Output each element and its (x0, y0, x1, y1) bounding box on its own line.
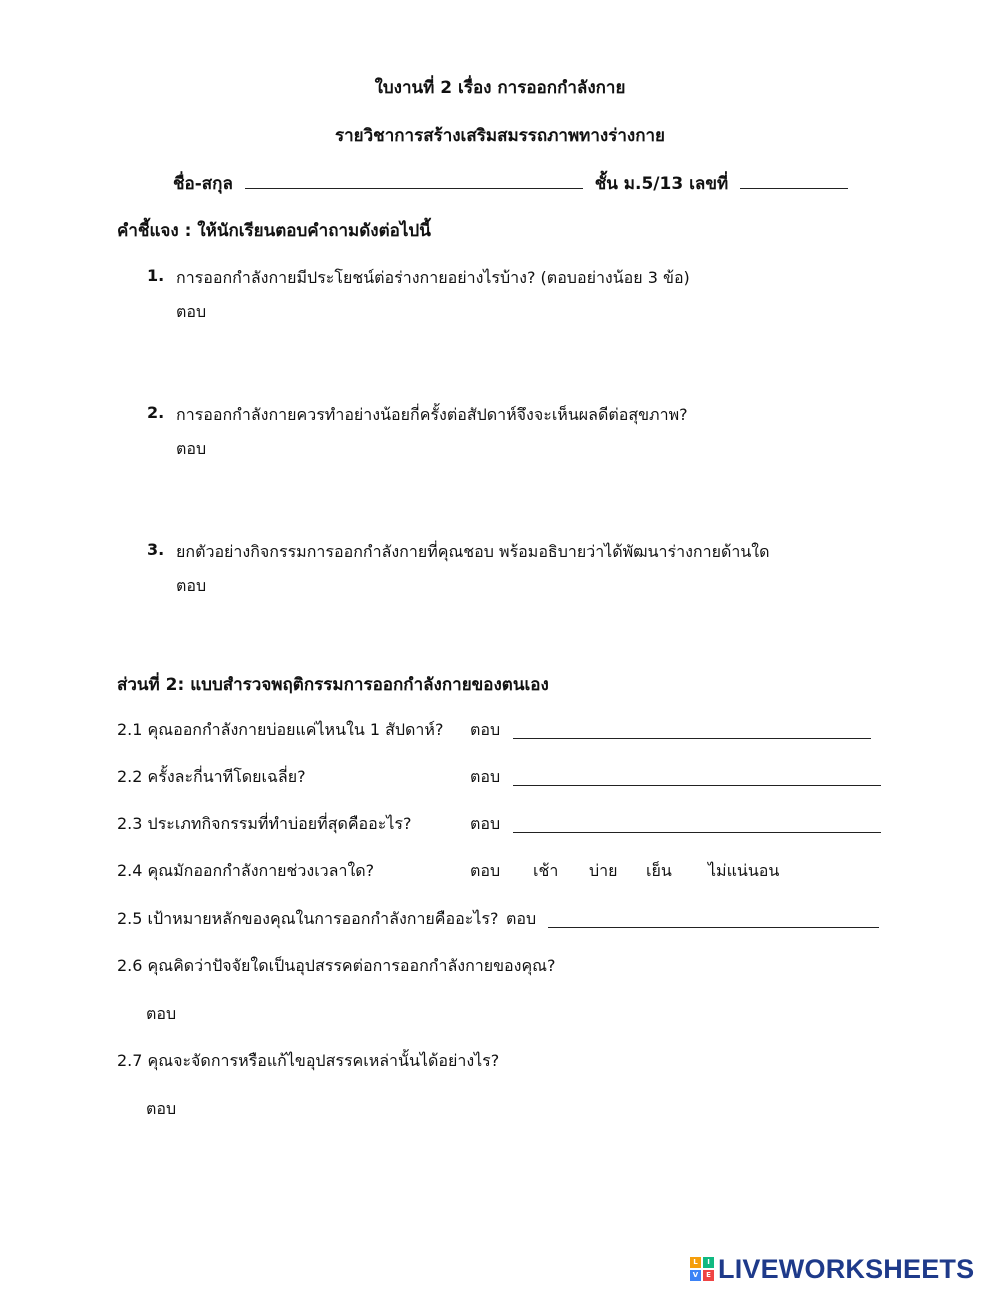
option-afternoon[interactable]: บ่าย (589, 861, 618, 880)
question-number: 2. (147, 403, 165, 422)
answer-label[interactable]: ตอบ (176, 576, 207, 595)
answer-label[interactable]: ตอบ (176, 439, 207, 458)
answer-label: ตอบ (506, 909, 537, 928)
logo-text: LIVEWORKSHEETS (718, 1253, 975, 1284)
answer-label: ตอบ (470, 767, 501, 786)
logo-block: V (690, 1270, 701, 1281)
answer-label: ตอบ (470, 720, 501, 739)
survey-question: 2.6 คุณคิดว่าปัจจัยใดเป็นอุปสรรคต่อการออกกำลังกายของคุณ? (117, 956, 556, 975)
logo-block: L (690, 1257, 701, 1268)
page-title: ใบงานที่ 2 เรื่อง การออกกำลังกาย (374, 78, 626, 98)
answer-line[interactable] (513, 831, 881, 833)
page-subtitle: รายวิชาการสร้างเสริมสมรรถภาพทางร่างกาย (334, 126, 666, 146)
number-field[interactable] (740, 187, 848, 189)
name-row (173, 170, 848, 197)
answer-label[interactable]: ตอบ (176, 302, 207, 321)
answer-label[interactable]: ตอบ (146, 1099, 177, 1118)
logo-block: I (703, 1257, 714, 1268)
survey-question: 2.4 คุณมักออกกำลังกายช่วงเวลาใด? (117, 861, 375, 880)
question-number: 3. (147, 540, 165, 559)
class-label: ชั้น ม.5/13 เลขที่ (594, 174, 729, 194)
survey-question: 2.3 ประเภทกิจกรรมที่ทำบ่อยที่สุดคืออะไร? (117, 814, 412, 833)
survey-question: 2.5 เป้าหมายหลักของคุณในการออกกำลังกายคืออะไร? (117, 909, 499, 928)
logo-block: E (703, 1270, 714, 1281)
survey-question: 2.2 ครั้งละกี่นาทีโดยเฉลี่ย? (117, 767, 306, 786)
survey-question: 2.1 คุณออกกำลังกายบ่อยแค่ไหนใน 1 สัปดาห์? (117, 720, 444, 739)
answer-line[interactable] (513, 784, 881, 786)
answer-label: ตอบ (470, 814, 501, 833)
name-label: ชื่อ-สกุล (173, 174, 233, 194)
option-evening[interactable]: เย็น (646, 861, 672, 880)
logo-blocks-icon (690, 1257, 714, 1281)
question-text: การออกกำลังกายมีประโยชน์ต่อร่างกายอย่างไรบ้าง? (ตอบอย่างน้อย 3 ข้อ) (176, 268, 690, 287)
option-morning[interactable]: เช้า (533, 861, 559, 880)
answer-line[interactable] (548, 926, 879, 928)
question-number: 1. (147, 266, 165, 285)
instructions: คำชี้แจง : ให้นักเรียนตอบคำถามดังต่อไปนี้ (117, 221, 431, 241)
question-text: ยกตัวอย่างกิจกรรมการออกกำลังกายที่คุณชอบ พร้อมอธิบายว่าได้พัฒนาร่างกายด้านใด (176, 542, 770, 561)
liveworksheets-logo (690, 1252, 974, 1286)
survey-question: 2.7 คุณจะจัดการหรือแก้ไขอุปสรรคเหล่านั้นได้อย่างไร? (117, 1051, 500, 1070)
answer-label: ตอบ (470, 861, 501, 880)
answer-label[interactable]: ตอบ (146, 1004, 177, 1023)
name-field[interactable] (245, 187, 583, 189)
question-text: การออกกำลังกายควรทำอย่างน้อยกี่ครั้งต่อสัปดาห์จึงจะเห็นผลดีต่อสุขภาพ? (176, 405, 688, 424)
part2-heading: ส่วนที่ 2: แบบสำรวจพฤติกรรมการออกกำลังกายของตนเอง (117, 675, 549, 695)
option-uncertain[interactable]: ไม่แน่นอน (708, 861, 780, 880)
answer-line[interactable] (513, 737, 871, 739)
